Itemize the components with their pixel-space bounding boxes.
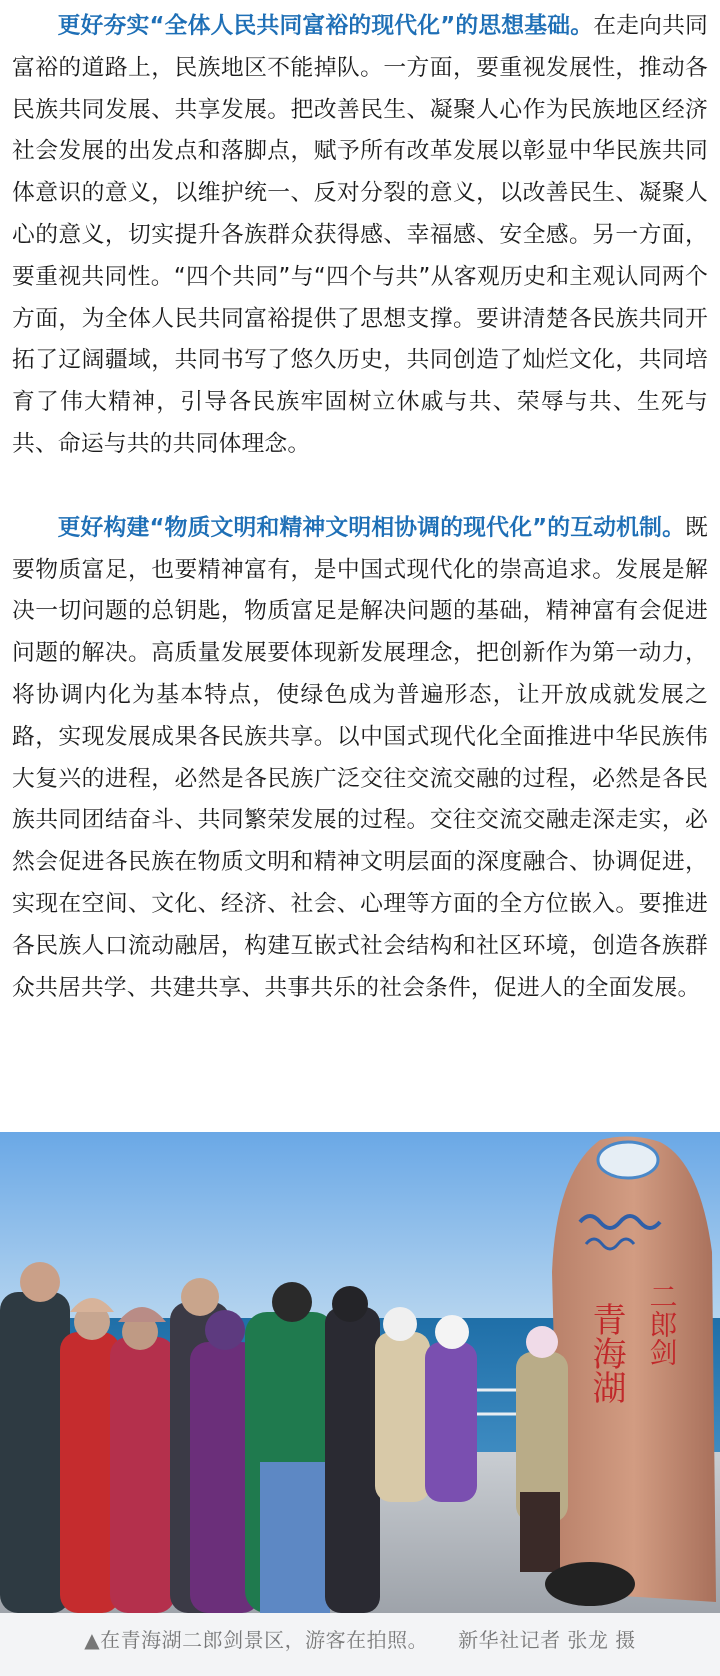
paragraph-text: 既要物质富足，也要精神富有，是中国式现代化的崇高追求。发展是解决一切问题的总钥匙，物质富足是解决问题的基础，精神富有会促进问题的解决。高质量发展要体现新发展理念，把创新作为第一动力，将协调内化为基本特点，使绿色成为普遍形态，让开放成就发展之路，实现发展成果各民族共享。以中国式现代化全面推进中华民族伟大复兴的进程，必然是各民族广泛交往交流交融的过程，必然是各民族共同团结奋斗、共同繁荣发展的过程。交往交流交融走深走实，必然会促进各民族在物质文明和精神文明层面的深度融合、协调促进，实现在空间、文化、经济、社会、心理等方面的全方位嵌入。要推进各民族人口流动融居，构建互嵌式社会结构和社区环境，创造各族群众共居共学、共建共享、共事共乐的社会条件，促进人的全面发展。	[12, 514, 708, 1001]
news-photo	[0, 1132, 720, 1613]
caption-text: ▲在青海湖二郎剑景区，游客在拍照。	[84, 1628, 429, 1652]
article-paragraph	[12, 6, 708, 466]
paragraph-lead: 更好构建“物质文明和精神文明相协调的现代化”的互动机制。	[57, 514, 686, 541]
stone-inscription: 青海湖	[586, 1302, 626, 1404]
article-paragraph	[12, 508, 708, 1010]
stone-monument	[552, 1136, 716, 1602]
paragraph-text: 在走向共同富裕的道路上，民族地区不能掉队。一方面，要重视发展性，推动各民族共同发展、共享发展。把改善民生、凝聚人心作为民族地区经济社会发展的出发点和落脚点，赋予所有改革发展以彰显中华民族共同体意识的意义，以维护统一、反对分裂的意义，以改善民生、凝聚人心的意义，切实提升各族群众获得感、幸福感、安全感。另一方面，要重视共同性。“四个共同”与“四个与共”从客观历史和主观认同两个方面，为全体人民共同富裕提供了思想支撑。要讲清楚各民族共同开拓了辽阔疆域，共同书写了悠久历史，共同创造了灿烂文化，共同培育了伟大精神，引导各民族牢固树立休戚与共、荣辱与共、生死与共、命运与共的共同体理念。	[12, 13, 709, 457]
stone-emblem	[598, 1142, 658, 1178]
article-body	[12, 6, 708, 1009]
caption-credit: 新华社记者 张龙 摄	[458, 1628, 636, 1652]
stone-inscription-2: 二郎剑	[645, 1282, 679, 1366]
photo-caption	[0, 1613, 720, 1676]
paragraph-lead: 更好夯实“全体人民共同富裕的现代化”的思想基础。	[57, 13, 594, 39]
